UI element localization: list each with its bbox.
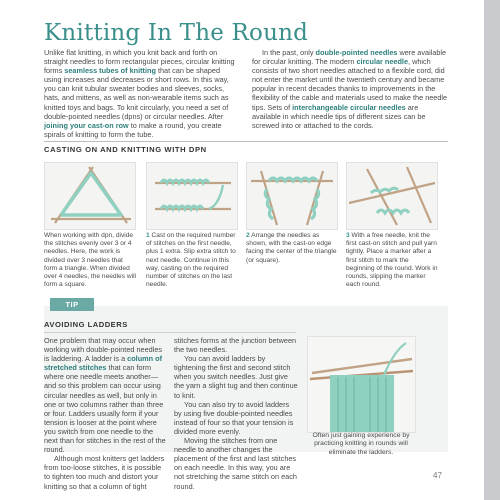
step-text: When working with dpn, divide the stitches evenly over 3 or 4 needles. Here, the work is divided over 3 needles that form a triangle. When divided over 4 needles, the needles will form a square. <box>44 232 137 289</box>
page-title: Knitting In The Round <box>44 20 309 46</box>
tip-divider <box>44 332 296 333</box>
photo-ladder-swatch <box>307 336 416 433</box>
step-text: Cast on the required number of stitches on the first needle, plus 1 extra. Slip extra stitch to next needle. Continue in this way, casting on the required number of stitches on the last needle. <box>146 232 236 289</box>
tip-left-column <box>44 336 168 491</box>
page-edge <box>484 0 500 500</box>
page-number: 47 <box>433 471 442 480</box>
tip-paragraph: stitches forms at the junction between the two needles. <box>174 336 297 355</box>
step-number: 2 <box>246 232 250 239</box>
tip-paragraph: Although most knitters get ladders from too-loose stitches, it is possible to tighten too much and distort your knitting so that a column of tight <box>44 454 165 491</box>
photo-knit-first-stitch <box>346 162 438 230</box>
intro-right-column <box>252 48 448 130</box>
bold-term: circular needle <box>356 57 409 67</box>
bold-term: interchangeable circular needles <box>292 102 406 112</box>
step-caption-1 <box>146 232 238 289</box>
step-caption-3 <box>346 232 438 289</box>
bold-term: double-pointed needles <box>315 48 398 57</box>
tip-paragraph: You can avoid ladders by tightening the first and second stitch when you switch needles. Just give the yarn a slight tug and then continue to knit. <box>174 354 298 400</box>
section-heading: CASTING ON AND KNITTING WITH DPN <box>44 141 448 154</box>
tip-paragraph: Moving the stitches from one needle to another changes the placement of the first and last stitches on each needle. In this way, you are not stretching the same stitch on each round. <box>174 436 297 491</box>
tip-title: AVOIDING LADDERS <box>44 320 128 329</box>
bold-term: joining your cast-on row <box>44 120 129 130</box>
photo-arrange-needles <box>246 162 338 230</box>
bold-term: column of stretched stitches <box>44 354 163 373</box>
step-caption-2 <box>246 232 338 265</box>
intro-right-text: In the past, only double-pointed needles were available for circular knitting. The modern circular needle, which consists of two short needles attached to a flexible cord, did not enter the market until the twentieth century and became popular in recent decades thanks to improvements in the flexibility of the cable and materials used to make the needle tips. Sets of interchangeable circular needles are available in which needle tips of different sizes can be screwed into or attached to the cords. <box>252 48 448 130</box>
step-text: Arrange the needles as shown, with the cast-on edge facing the center of the triangle (or square). <box>246 232 337 264</box>
tip-middle-column <box>174 336 298 491</box>
step-number: 3 <box>346 232 350 239</box>
tip-tag: TIP <box>50 298 94 311</box>
step-caption-intro <box>44 232 136 289</box>
step-text: With a free needle, knit the first cast-on stitch and pull yarn tightly. Place a marker after a first stitch to mark the beginning of the round. Work in rounds, slipping the marker each round. <box>346 232 438 289</box>
photo-dpn-triangle <box>44 162 136 230</box>
tip-paragraph: You can also try to avoid ladders by using five double-pointed needles instead of four so that your tension is divided more evenly. <box>174 399 294 436</box>
step-number: 1 <box>146 232 150 239</box>
intro-left-text: Unlike flat knitting, in which you knit back and forth on straight needles to form rectangular pieces, circular knitting forms seamless tubes of knitting that can be shaped using increases and decreases or short rows. In this way, you can knit tubular sweater bodies and sleeves, socks, hats, and mittens, as well as non-wearable items such as knitted toys and bags. To knit circularly, you need a set of double-pointed needles (dpns) or circular needles. After joining your cast-on row to make a round, you create spirals of knitting to form the tube. <box>44 48 235 139</box>
tip-paragraph: One problem that may occur when working with double-pointed needles is laddering. A ladder is a column of stretched stitches that can form where one needle meets another—and so this problem can occur using circular needles as well, but only in one or two columns rather than three or four. Ladders usually form if your tension is looser at the point where you switch from one needle to the next than for stitches in the rest of the round. <box>44 336 166 455</box>
bold-term: seamless tubes of knitting <box>64 66 156 76</box>
intro-left-column <box>44 48 238 139</box>
photo-cast-on <box>146 162 238 230</box>
tip-photo-caption: Often just gaining experience by practicing knitting in rounds will eliminate the ladders. <box>312 432 410 456</box>
